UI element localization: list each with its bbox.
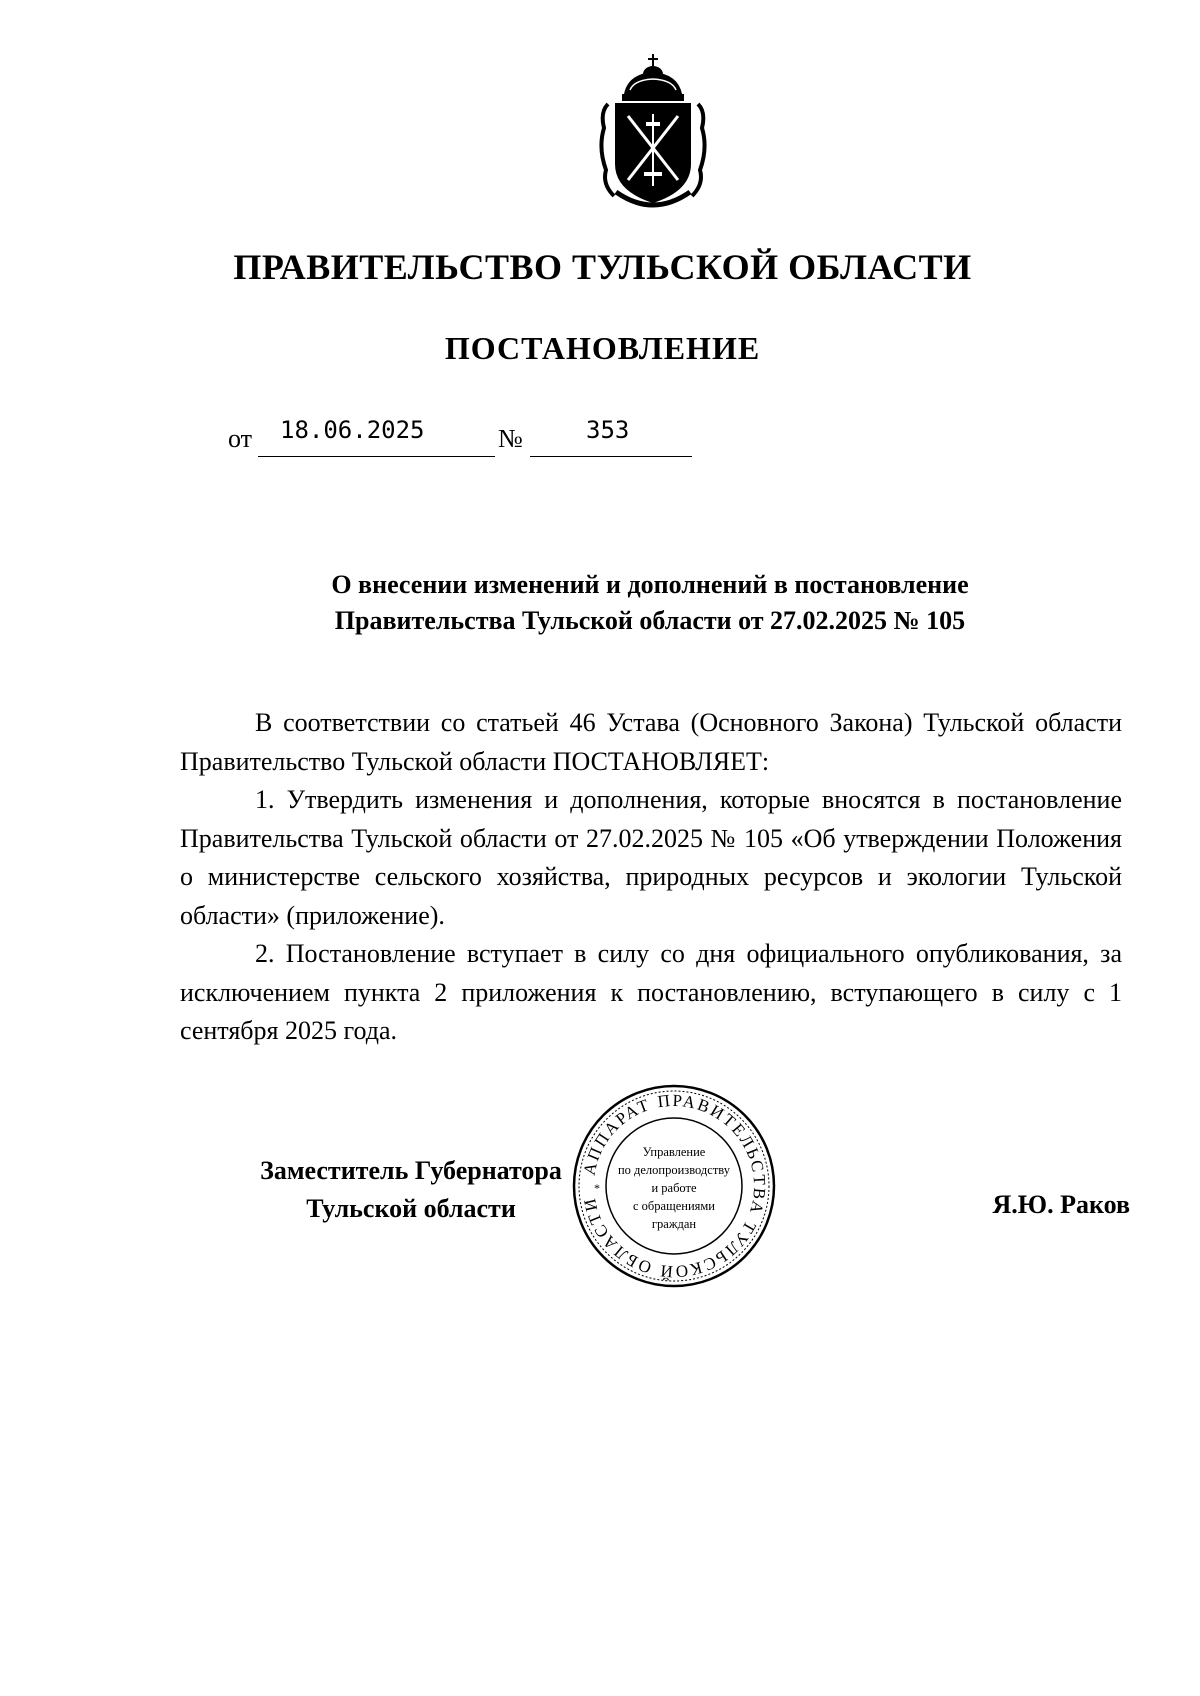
document-body <box>180 704 1122 1051</box>
stamp-center-line-3: и работе <box>651 1181 697 1195</box>
signatory-name: Я.Ю. Раков <box>992 1190 1130 1219</box>
document-type-title: ПОСТАНОВЛЕНИЕ <box>444 330 761 366</box>
stamp-center-line-5: граждан <box>651 1217 697 1231</box>
stamp-center-line-1: Управление <box>642 1145 706 1159</box>
number-underline <box>530 456 692 457</box>
stamp-center-line-2: по делопроизводству <box>617 1163 731 1177</box>
signatory-position-line-1: Заместитель Губернатора <box>260 1156 562 1185</box>
body-preamble: В соответствии со статьей 46 Устава (Основного Закона) Тульской области Правительство Тульской области ПОСТАНОВЛЯЕТ: <box>180 708 1122 776</box>
subject-line-2: Правительства Тульской области от 27.02.2025 № 105 <box>334 606 966 635</box>
document-date: 18.06.2025 <box>280 416 425 444</box>
number-sign-label: № <box>498 424 523 453</box>
body-item-1: 1. Утвердить изменения и дополнения, которые вносятся в постановление Правительства Тульской области от 27.02.2025 № 105 «Об утверждении Положения о министерстве сельского хозяйства, природных ресурсов и экологии Тульской области» (приложение). <box>180 785 1122 930</box>
signatory-position-line-2: Тульской области <box>306 1194 516 1223</box>
registration-line <box>228 412 728 452</box>
stamp-center-line-4: с обращениями <box>633 1199 715 1213</box>
date-prefix-label: от <box>228 424 253 453</box>
signatory-position <box>246 1152 576 1228</box>
coat-of-arms-icon <box>594 52 712 210</box>
government-title: ПРАВИТЕЛЬСТВО ТУЛЬСКОЙ ОБЛАСТИ <box>233 247 972 287</box>
subject-line-1: О внесении изменений и дополнений в постановление <box>331 570 969 599</box>
body-item-2: 2. Постановление вступает в силу со дня официального опубликования, за исключением пункта 2 приложения к постановлению, вступающего в силу с 1 сентября 2025 года. <box>180 939 1122 1045</box>
date-underline <box>258 456 495 457</box>
document-number: 353 <box>586 416 630 444</box>
official-stamp <box>570 1082 778 1290</box>
document-subject <box>180 567 1120 639</box>
svg-text:*: * <box>594 1181 600 1195</box>
stamp-ring-text: АППАРАТ ПРАВИТЕЛЬСТВА ТУЛЬСКОЙ ОБЛАСТИ <box>579 1090 770 1282</box>
